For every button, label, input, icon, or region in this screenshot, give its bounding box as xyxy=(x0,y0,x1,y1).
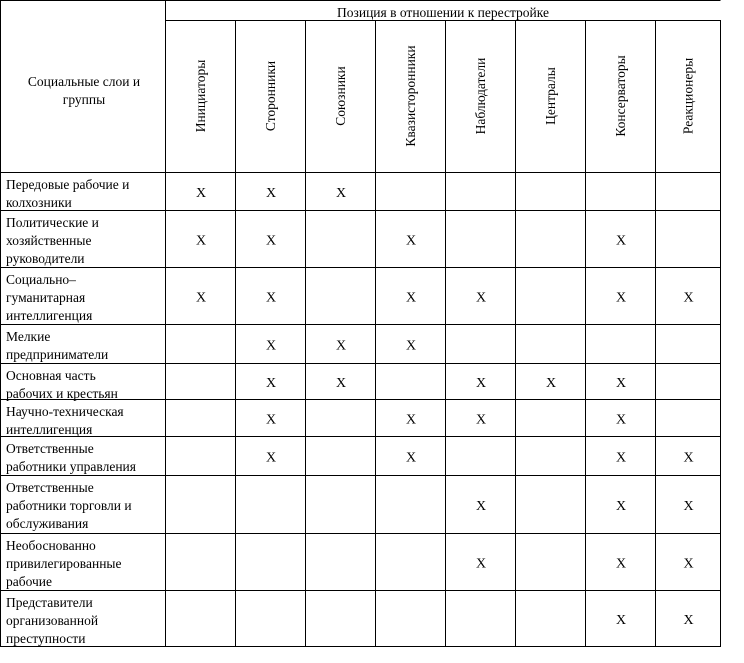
row-label-line: организованной xyxy=(6,613,99,628)
row-label-line: интеллигенция xyxy=(6,308,93,323)
cell-mark: X xyxy=(335,186,347,201)
column-headers xyxy=(193,45,696,146)
cell-mark: X xyxy=(615,233,627,249)
cell-mark: X xyxy=(195,233,207,249)
row-label-line: рабочих и крестьян xyxy=(6,386,118,401)
position-header: Позиция в отношении к перестройке xyxy=(337,5,549,20)
column-header: Централы xyxy=(543,67,558,125)
column-header: Консерваторы xyxy=(613,55,628,137)
cell-mark: X xyxy=(545,376,557,391)
row-label-line: Основная часть xyxy=(6,368,96,383)
row-label-line: Политические и xyxy=(6,215,99,230)
cell-mark: X xyxy=(683,613,694,628)
table-marks xyxy=(196,186,694,628)
cell-mark: X xyxy=(615,499,627,514)
row-label-line: Ответственные xyxy=(6,480,94,495)
cell-mark: X xyxy=(615,613,627,628)
row-header-line-1: Социальные слои и xyxy=(27,74,141,89)
row-label-line: преступности xyxy=(6,631,86,646)
cell-mark: X xyxy=(615,450,627,466)
cell-mark: X xyxy=(615,290,627,306)
row-label-line: рабочие xyxy=(6,574,53,589)
cell-mark: X xyxy=(335,376,347,391)
cell-mark: X xyxy=(405,412,417,428)
row-label-line: Необоснованно xyxy=(6,538,96,553)
row-label-line: Социально– xyxy=(6,272,76,287)
column-header: Наблюдатели xyxy=(473,57,488,135)
row-label-line: Ответственные xyxy=(6,441,94,456)
row-label-line: обслуживания xyxy=(6,516,89,531)
column-header: Союзники xyxy=(333,66,348,126)
cell-mark: X xyxy=(265,186,277,201)
cell-mark: X xyxy=(475,499,487,514)
column-header: Инициаторы xyxy=(193,59,208,133)
row-label-line: Научно-техническая xyxy=(6,404,124,419)
cell-mark: X xyxy=(683,499,694,514)
column-header: Квазисторонники xyxy=(403,45,418,147)
cell-mark: X xyxy=(265,290,277,306)
cell-mark: X xyxy=(615,412,627,428)
row-label-line: интеллигенция xyxy=(6,422,93,437)
cell-mark: X xyxy=(683,450,694,466)
row-label-line: работники торговли и xyxy=(6,498,132,513)
row-label-line: хозяйственные xyxy=(6,233,92,248)
cell-mark: X xyxy=(265,338,277,354)
cell-mark: X xyxy=(615,376,627,391)
cell-mark: X xyxy=(615,556,627,572)
cell-mark: X xyxy=(475,376,487,391)
cell-mark: X xyxy=(335,338,347,354)
row-labels xyxy=(6,177,136,646)
cell-mark: X xyxy=(265,412,277,428)
cell-mark: X xyxy=(405,290,417,306)
row-label-line: Передовые рабочие и xyxy=(6,177,130,192)
cell-mark: X xyxy=(405,338,417,354)
row-label-line: работники управления xyxy=(6,459,136,474)
cell-mark: X xyxy=(475,412,487,428)
cell-mark: X xyxy=(265,450,277,466)
column-header: Реакционеры xyxy=(680,57,696,135)
cell-mark: X xyxy=(265,376,277,391)
cell-mark: X xyxy=(265,233,277,249)
row-label-line: привилегированные xyxy=(6,556,122,571)
cell-mark: X xyxy=(683,556,694,572)
row-header-line-2: группы xyxy=(62,92,106,107)
row-label-line: Мелкие xyxy=(6,329,51,344)
cell-mark: X xyxy=(405,233,417,249)
cell-mark: X xyxy=(475,556,487,572)
row-label-line: Представители xyxy=(6,595,93,610)
cell-mark: X xyxy=(405,450,417,466)
cell-mark: X xyxy=(683,290,694,306)
row-label-line: предприниматели xyxy=(6,347,109,362)
column-header: Сторонники xyxy=(263,60,278,132)
cell-mark: X xyxy=(475,290,487,306)
row-label-line: колхозники xyxy=(6,195,72,210)
cell-mark: X xyxy=(195,186,207,201)
row-label-line: руководители xyxy=(6,251,85,266)
row-label-line: гуманитарная xyxy=(6,290,86,305)
cell-mark: X xyxy=(195,290,207,306)
